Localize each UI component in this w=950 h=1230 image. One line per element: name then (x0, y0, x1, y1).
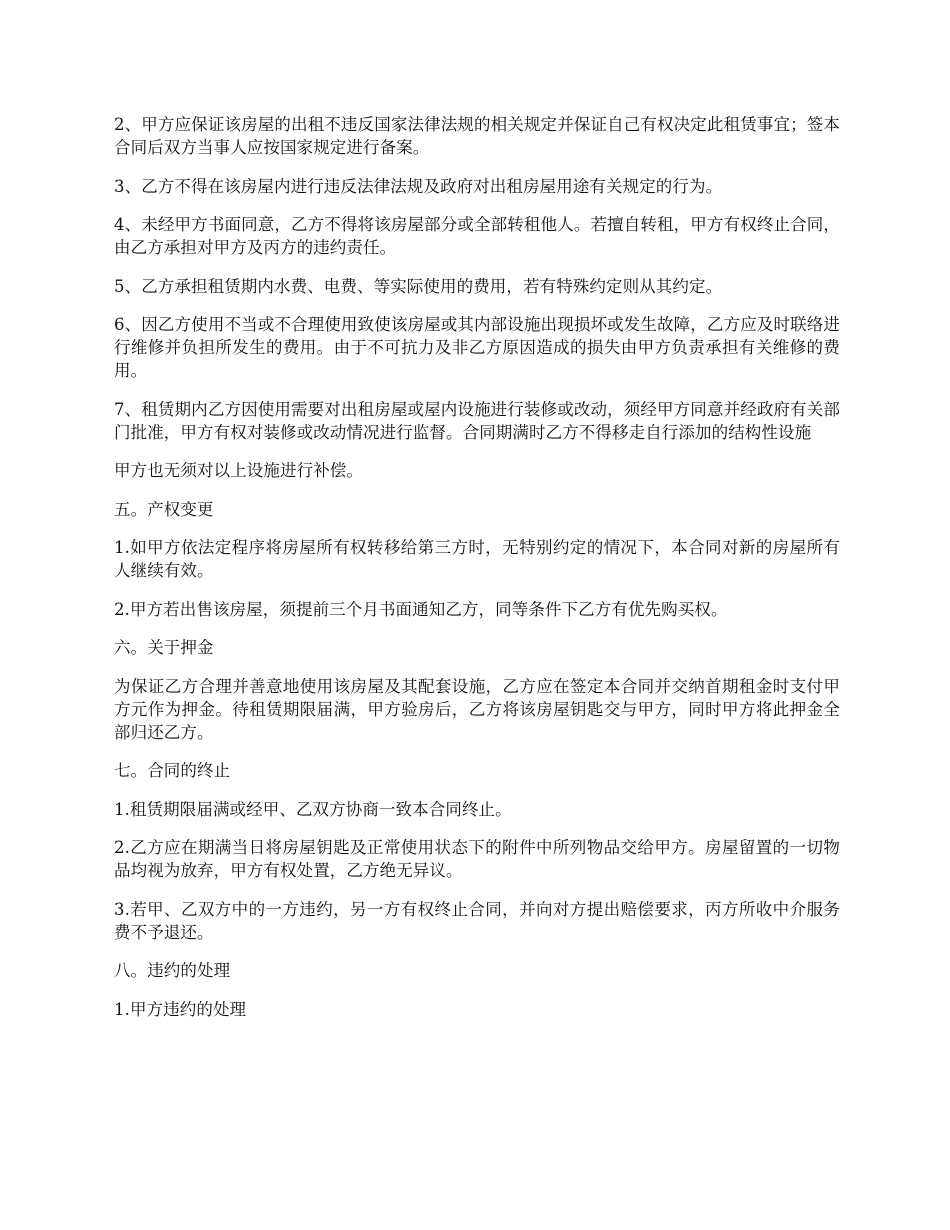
clause-7: 7、租赁期内乙方因使用需要对出租房屋或屋内设施进行装修或改动，须经甲方同意并经政府有关部门批准，甲方有权对装修或改动情况进行监督。合同期满时乙方不得移走自行添加的结构性设施 (114, 399, 840, 442)
clause-5: 5、乙方承担租赁期内水费、电费、等实际使用的费用，若有特殊约定则从其约定。 (114, 276, 723, 296)
termination-item-3: 3.若甲、乙双方中的一方违约，另一方有权终止合同，并向对方提出赔偿要求，丙方所收中介服务费不予退还。 (114, 899, 840, 942)
deposit-text: 为保证乙方合理并善意地使用该房屋及其配套设施，乙方应在签定本合同并交纳首期租金时支付甲方元作为押金。待租赁期限届满，甲方验房后，乙方将该房屋钥匙交与甲方，同时甲方将此押金全部归还乙方。 (114, 676, 840, 742)
clause-6: 6、因乙方使用不当或不合理使用致使该房屋或其内部设施出现损坏或发生故障，乙方应及时联络进行维修并负担所发生的费用。由于不可抗力及非乙方原因造成的损失由甲方负责承担有关维修的费用。 (114, 315, 840, 380)
property-change-item-1: 1.如甲方依法定程序将房屋所有权转移给第三方时，无特别约定的情况下，本合同对新的房屋所有人继续有效。 (114, 538, 840, 580)
breach-item-1: 1.甲方违约的处理 (114, 999, 247, 1019)
property-change-item-2: 2.甲方若出售该房屋，须提前三个月书面通知乙方，同等条件下乙方有优先购买权。 (114, 599, 728, 619)
termination-item-1: 1.租赁期限届满或经甲、乙双方协商一致本合同终止。 (114, 799, 512, 819)
termination-item-2: 2.乙方应在期满当日将房屋钥匙及正常使用状态下的附件中所列物品交给甲方。房屋留置的一切物品均视为放弃，甲方有权处置，乙方绝无异议。 (114, 838, 840, 880)
section-heading-termination: 七。合同的终止 (114, 761, 231, 780)
clause-7-continued: 甲方也无须对以上设施进行补偿。 (114, 461, 363, 480)
section-heading-breach: 八。违约的处理 (114, 961, 231, 980)
section-heading-property-change: 五。产权变更 (114, 499, 214, 519)
clause-4: 4、未经甲方书面同意，乙方不得将该房屋部分或全部转租他人。若擅自转租，甲方有权终止合同，由乙方承担对甲方及丙方的违约责任。 (114, 215, 840, 257)
clause-2: 2、甲方应保证该房屋的出租不违反国家法律法规的相关规定并保证自己有权决定此租赁事宜；签本合同后双方当事人应按国家规定进行备案。 (114, 115, 840, 157)
section-heading-deposit: 六。关于押金 (114, 638, 214, 657)
clause-3: 3、乙方不得在该房屋内进行违反法律法规及政府对出租房屋用途有关规定的行为。 (114, 176, 723, 196)
